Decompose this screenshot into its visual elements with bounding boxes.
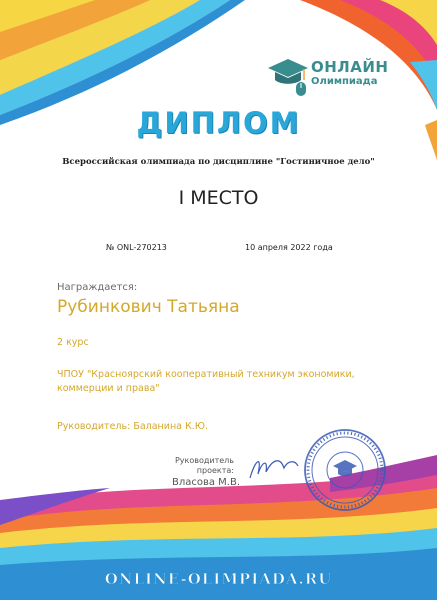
diploma-subtitle: Всероссийская олимпиада по дисциплине "Гостиничное дело" — [62, 157, 375, 167]
course: 2 курс — [57, 337, 89, 348]
awarded-label: Награждается: — [57, 282, 138, 293]
graduation-cap-mouse-icon — [268, 59, 308, 96]
recipient-name: Рубинкович Татьяна — [57, 297, 240, 317]
supervisor: Руководитель: Баланина К.Ю. — [57, 421, 209, 432]
award-place: I МЕСТО — [178, 187, 259, 209]
logo-line2: Олимпиада — [311, 76, 378, 87]
diploma-number: № ONL-270213 — [106, 243, 167, 252]
signer-name: Власова М.В. — [171, 477, 240, 488]
diploma-title: ДИПЛОМ — [136, 106, 301, 140]
diploma-date: 10 апреля 2022 года — [245, 243, 333, 252]
footer-url: ONLINE-OLIMPIADA.RU — [104, 570, 333, 588]
logo — [311, 60, 388, 87]
logo-line1: ОНЛАЙН — [311, 58, 389, 76]
signature-role-label: Руководитель проекта: — [174, 456, 234, 475]
organization: ЧПОУ "Красноярский кооперативный техникум экономики, коммерции и права" — [57, 369, 355, 394]
